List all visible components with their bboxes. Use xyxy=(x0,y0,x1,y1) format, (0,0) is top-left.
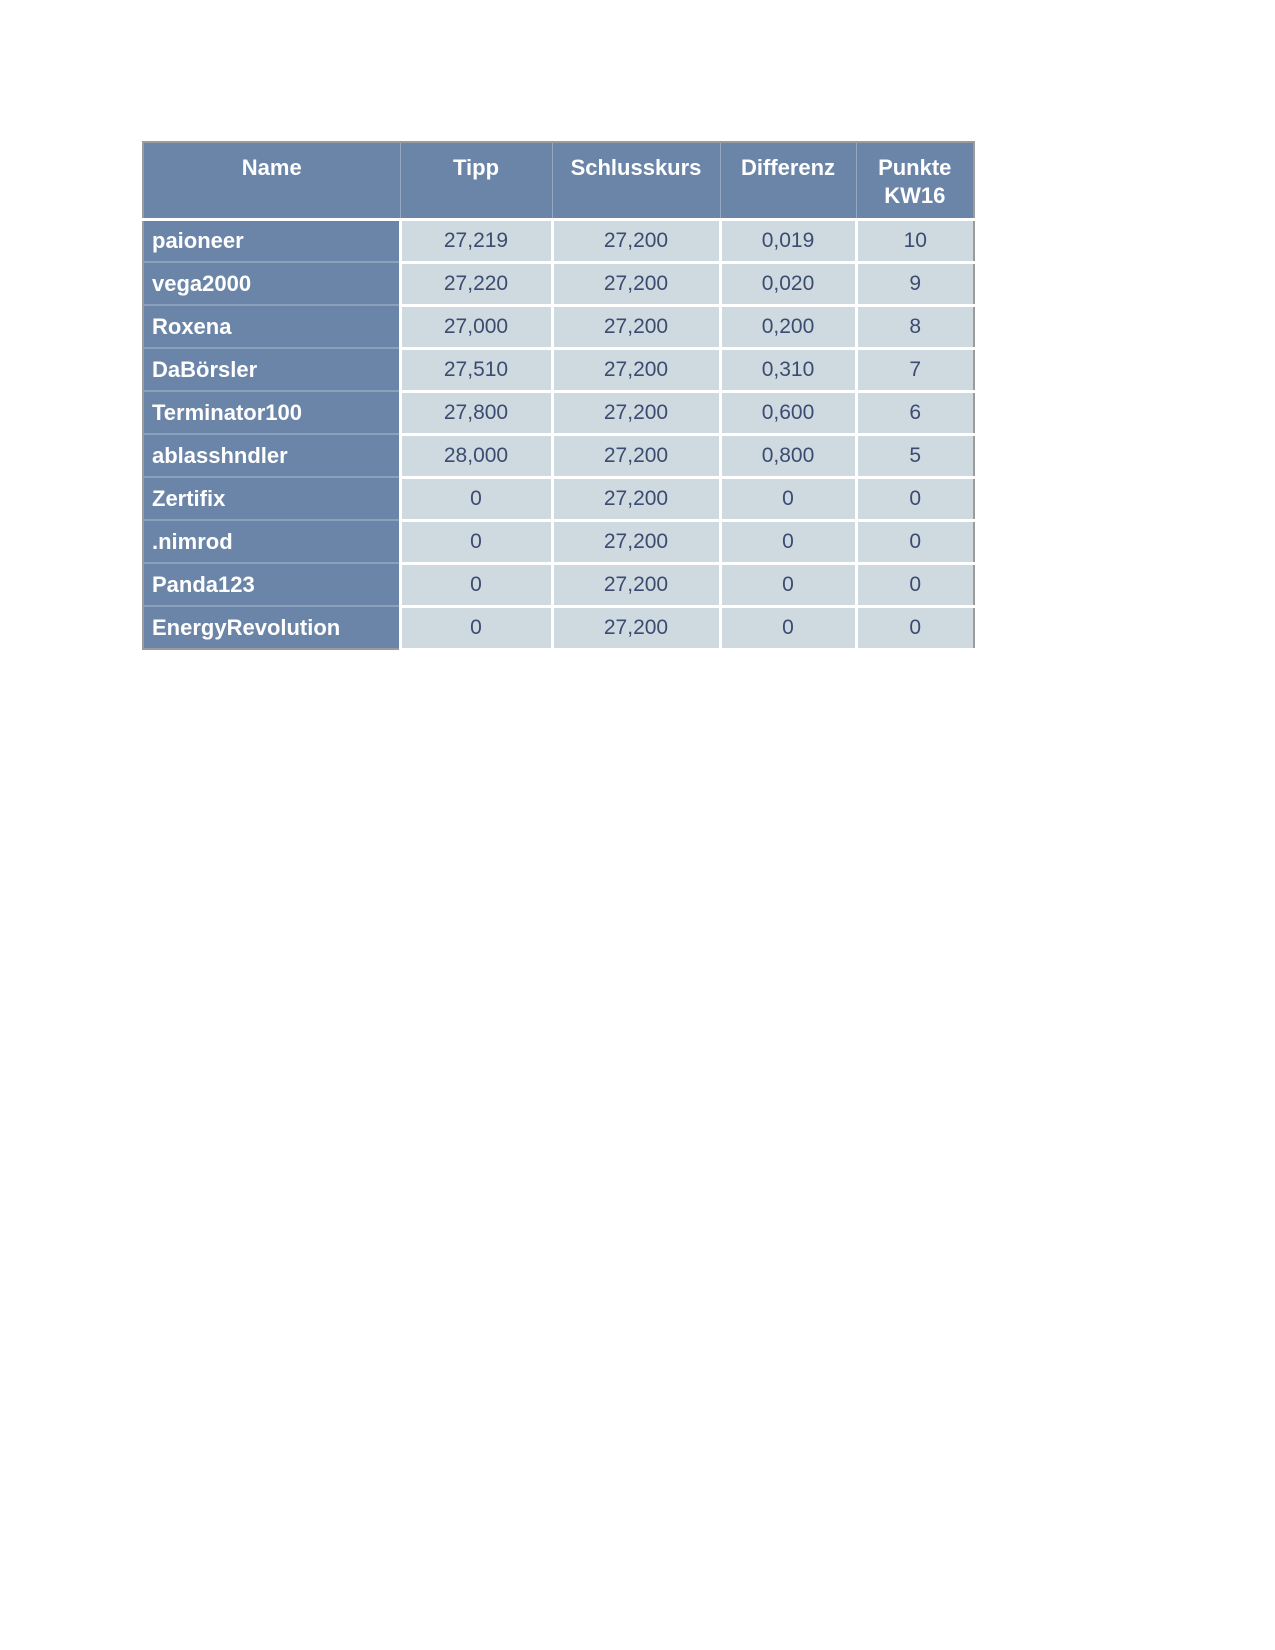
schlusskurs-cell: 27,200 xyxy=(552,348,720,391)
player-name-cell: paioneer xyxy=(143,219,400,262)
punkte-cell: 10 xyxy=(856,219,974,262)
schlusskurs-cell: 27,200 xyxy=(552,219,720,262)
differenz-cell: 0 xyxy=(720,563,856,606)
table-row xyxy=(143,606,974,649)
differenz-cell: 0,600 xyxy=(720,391,856,434)
differenz-cell: 0 xyxy=(720,520,856,563)
header-row xyxy=(143,142,974,219)
tipp-cell: 0 xyxy=(400,563,552,606)
player-name-cell: EnergyRevolution xyxy=(143,606,400,649)
differenz-cell: 0 xyxy=(720,477,856,520)
player-name-cell: ablasshndler xyxy=(143,434,400,477)
table-row xyxy=(143,219,974,262)
punkte-cell: 6 xyxy=(856,391,974,434)
table-row xyxy=(143,563,974,606)
punkte-cell: 5 xyxy=(856,434,974,477)
tipp-cell: 27,220 xyxy=(400,262,552,305)
differenz-cell: 0,800 xyxy=(720,434,856,477)
tipp-cell: 27,510 xyxy=(400,348,552,391)
punkte-cell: 9 xyxy=(856,262,974,305)
table-row xyxy=(143,262,974,305)
punkte-cell: 0 xyxy=(856,606,974,649)
schlusskurs-cell: 27,200 xyxy=(552,262,720,305)
column-header-name: Name xyxy=(143,142,400,219)
table-row xyxy=(143,348,974,391)
player-name-cell: .nimrod xyxy=(143,520,400,563)
tipp-cell: 0 xyxy=(400,520,552,563)
punkte-header-line1: Punkte xyxy=(878,155,952,180)
tipp-cell: 27,219 xyxy=(400,219,552,262)
table-header xyxy=(143,142,974,219)
player-name-cell: vega2000 xyxy=(143,262,400,305)
differenz-cell: 0,200 xyxy=(720,305,856,348)
column-header-differenz: Differenz xyxy=(720,142,856,219)
schlusskurs-cell: 27,200 xyxy=(552,391,720,434)
table-row xyxy=(143,520,974,563)
column-header-schlusskurs: Schlusskurs xyxy=(552,142,720,219)
tipp-results-table xyxy=(142,141,975,651)
player-name-cell: Roxena xyxy=(143,305,400,348)
schlusskurs-cell: 27,200 xyxy=(552,477,720,520)
player-name-cell: Terminator100 xyxy=(143,391,400,434)
table-row xyxy=(143,391,974,434)
tipp-cell: 27,000 xyxy=(400,305,552,348)
table-row xyxy=(143,477,974,520)
punkte-cell: 0 xyxy=(856,520,974,563)
tipp-cell: 0 xyxy=(400,606,552,649)
tipp-cell: 28,000 xyxy=(400,434,552,477)
player-name-cell: DaBörsler xyxy=(143,348,400,391)
schlusskurs-cell: 27,200 xyxy=(552,563,720,606)
column-header-punkte-kw16 xyxy=(856,142,974,219)
differenz-cell: 0 xyxy=(720,606,856,649)
player-name-cell: Panda123 xyxy=(143,563,400,606)
punkte-cell: 7 xyxy=(856,348,974,391)
punkte-header-line2: KW16 xyxy=(884,183,946,208)
schlusskurs-cell: 27,200 xyxy=(552,434,720,477)
table-body xyxy=(143,219,974,649)
tipp-cell: 27,800 xyxy=(400,391,552,434)
tipp-cell: 0 xyxy=(400,477,552,520)
table-row xyxy=(143,305,974,348)
player-name-cell: Zertifix xyxy=(143,477,400,520)
differenz-cell: 0,310 xyxy=(720,348,856,391)
column-header-tipp: Tipp xyxy=(400,142,552,219)
punkte-cell: 0 xyxy=(856,477,974,520)
schlusskurs-cell: 27,200 xyxy=(552,305,720,348)
punkte-cell: 8 xyxy=(856,305,974,348)
schlusskurs-cell: 27,200 xyxy=(552,606,720,649)
differenz-cell: 0,020 xyxy=(720,262,856,305)
table-row xyxy=(143,434,974,477)
schlusskurs-cell: 27,200 xyxy=(552,520,720,563)
differenz-cell: 0,019 xyxy=(720,219,856,262)
punkte-cell: 0 xyxy=(856,563,974,606)
